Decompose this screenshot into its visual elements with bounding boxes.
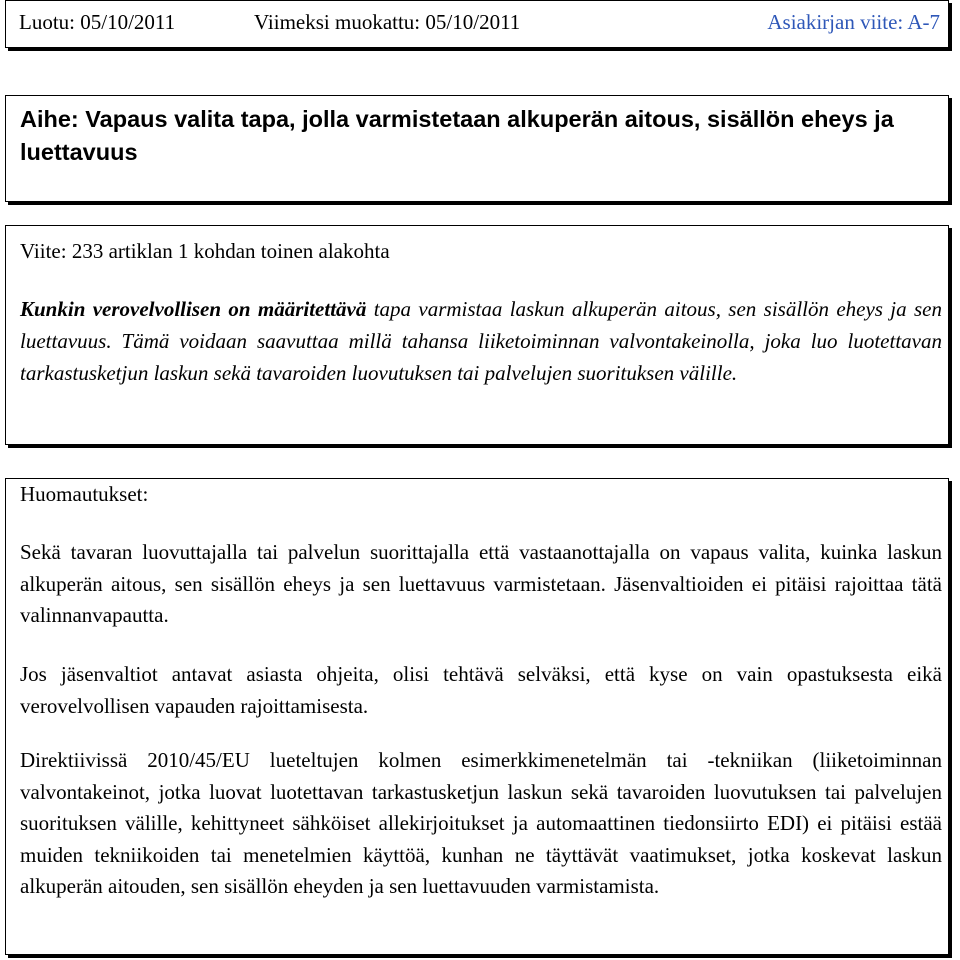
remarks-paragraph: Jos jäsenvaltiot antavat asiasta ohjeita, olisi tehtävä selväksi, että kyse on vain opastuksesta eikä verovelvollisen vapauden rajoittamisesta. (20, 662, 942, 718)
reference-text (20, 293, 942, 389)
remarks-heading: Huomautukset: (20, 482, 149, 506)
document-reference: Asiakirjan viite: A-7 (767, 10, 940, 34)
subject-section (5, 95, 949, 202)
created-date: Luotu: 05/10/2011 (19, 10, 176, 34)
modified-date: Viimeksi muokattu: 05/10/2011 (254, 10, 521, 34)
page-title: Aihe: Vapaus valita tapa, jolla varmistetaan alkuperän aitous, sisällön eheys ja luettavuus (20, 106, 894, 165)
reference-line: Viite: 233 artiklan 1 kohdan toinen alakohta (20, 239, 390, 263)
remarks-paragraph: Sekä tavaran luovuttajalla tai palvelun suorittajalla että vastaanottajalla on vapaus valita, kuinka laskun alkuperän aitous, sen sisällön eheys ja sen luettavuus varmistetaan. Jäsenvaltioiden ei pitäisi rajoittaa tätä valinnanvapautta. (20, 540, 942, 627)
remarks-paragraph: Direktiivissä 2010/45/EU lueteltujen kolmen esimerkkimenetelmän tai -tekniikan (liiketoiminnan valvontakeinot, jotka luovat luotettavan tarkastusketjun laskun sekä tavaroiden luovutuksen tai palvelujen suorituksen välille, kehittyneet sähköiset allekirjoitukset ja automaattinen tiedonsiirto EDI) ei pitäisi estää muiden tekniikoiden tai menetelmien käyttöä, kunhan ne täyttävät vaatimukset, jotka koskevat laskun alkuperän aitouden, sen sisällön eheyden ja sen luettavuuden varmistamista. (20, 748, 942, 898)
remarks-section (5, 478, 949, 955)
reference-text-rest: tapa varmistaa laskun alkuperän aitous, sen sisällön eheys ja sen luettavuus. Tämä voidaan saavuttaa millä tahansa liiketoiminnan valvontakeinolla, joka luo luotettavan tarkastusketjun laskun sekä tavaroiden luovutuksen tai palvelujen suorituksen välille. (20, 297, 942, 385)
document-header (5, 0, 949, 48)
reference-section (5, 225, 949, 445)
reference-text-bold: Kunkin verovelvollisen on määritettävä (20, 297, 367, 321)
